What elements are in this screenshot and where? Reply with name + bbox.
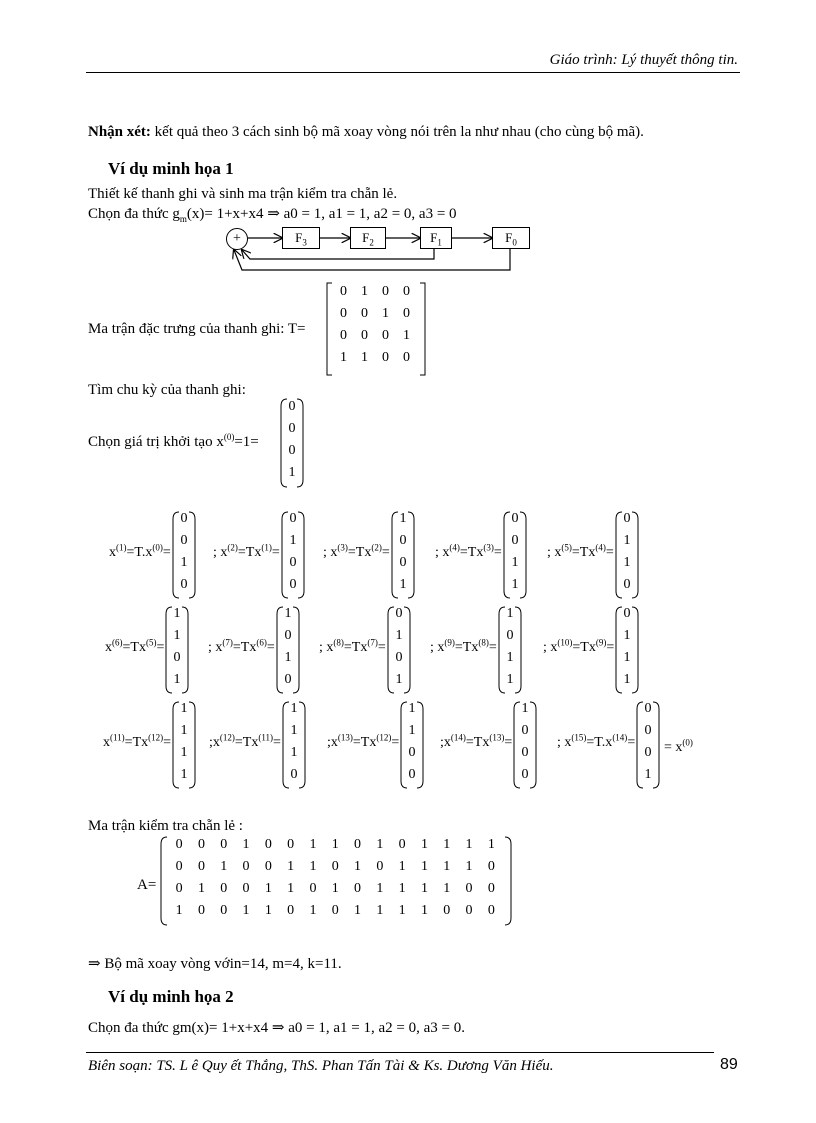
iteration-label bbox=[323, 542, 390, 561]
a-matrix-cell: 0 bbox=[264, 859, 272, 874]
iteration-label-part: (7) bbox=[367, 637, 378, 648]
init-b: =1= bbox=[234, 434, 259, 450]
iteration-label bbox=[557, 732, 636, 751]
iteration-label-part: ; x bbox=[323, 545, 338, 560]
t-matrix bbox=[326, 282, 426, 376]
iteration-label-part: =Tx bbox=[124, 735, 149, 750]
iteration-label-part: (15) bbox=[571, 732, 587, 743]
iteration-vector-cell: 1 bbox=[623, 650, 631, 665]
init-vector-cell: 1 bbox=[288, 465, 296, 480]
iteration-vector-cell: 1 bbox=[506, 672, 514, 687]
iteration-label-part: (8) bbox=[478, 637, 489, 648]
iteration-label-part: =Tx bbox=[343, 640, 368, 655]
iteration-label-part: ; x bbox=[543, 640, 558, 655]
iteration-vector bbox=[636, 701, 660, 789]
example2-heading: Ví dụ minh họa 2 bbox=[108, 987, 234, 1006]
iteration-label-part: (13) bbox=[337, 732, 353, 743]
iteration-label-part: (6) bbox=[256, 637, 267, 648]
iteration-label-part: (11) bbox=[258, 732, 274, 743]
a-matrix-cell: 1 bbox=[443, 837, 451, 852]
iteration-label-part: (12) bbox=[219, 732, 235, 743]
iteration-label-part: (4) bbox=[449, 542, 460, 553]
iteration-vector-cell: 1 bbox=[173, 672, 181, 687]
iteration-vector-cell: 0 bbox=[180, 577, 188, 592]
a-matrix-cell: 1 bbox=[487, 837, 495, 852]
a-matrix-cell: 0 bbox=[287, 837, 295, 852]
iteration-vector-cell: 1 bbox=[511, 555, 519, 570]
iteration-vector bbox=[513, 701, 537, 789]
iteration-label-part: =T.x bbox=[126, 545, 153, 560]
iteration-label bbox=[547, 542, 614, 561]
a-matrix-cell: 0 bbox=[465, 881, 473, 896]
t-matrix-cell: 1 bbox=[403, 328, 410, 343]
a-matrix-cell: 1 bbox=[220, 859, 228, 874]
tail-a: = x bbox=[664, 740, 683, 755]
iteration-label-part: ; x bbox=[547, 545, 562, 560]
example1-heading: Ví dụ minh họa 1 bbox=[108, 159, 234, 178]
iteration-vector-cell: 0 bbox=[521, 767, 529, 782]
a-matrix-cell: 0 bbox=[197, 859, 205, 874]
a-matrix-cell: 0 bbox=[175, 881, 183, 896]
iteration-vector-cell: 1 bbox=[290, 701, 298, 716]
a-matrix-cell: 1 bbox=[443, 859, 451, 874]
a-matrix-cell: 1 bbox=[331, 837, 339, 852]
a-matrix-cell: 1 bbox=[465, 837, 473, 852]
a-matrix-cell: 1 bbox=[309, 903, 317, 918]
iteration-label-part: =Tx bbox=[234, 735, 259, 750]
a-matrix-cell: 1 bbox=[331, 881, 339, 896]
t-matrix-cell: 0 bbox=[382, 284, 389, 299]
iteration-label-part: = bbox=[391, 735, 400, 750]
a-matrix-cell: 0 bbox=[354, 837, 362, 852]
a-matrix-cell: 1 bbox=[264, 881, 272, 896]
a-matrix-cell: 1 bbox=[398, 903, 406, 918]
t-matrix-cell: 1 bbox=[361, 350, 368, 365]
iteration-vector-cell: 1 bbox=[290, 745, 298, 760]
t-matrix-cell: 1 bbox=[340, 350, 347, 365]
example1-line2 bbox=[88, 204, 457, 223]
example1-line1: Thiết kế thanh ghi và sinh ma trận kiểm tra chẵn lẻ. bbox=[88, 186, 398, 202]
a-matrix-cell: 1 bbox=[420, 859, 428, 874]
iteration-label-part: =Tx bbox=[572, 640, 596, 655]
iteration-label-part: = bbox=[156, 640, 165, 655]
init-vector-cell: 0 bbox=[288, 399, 296, 414]
remark bbox=[88, 124, 644, 141]
iteration-label-part: ; x bbox=[430, 640, 445, 655]
left-bracket bbox=[327, 283, 332, 375]
iteration-label-part: (12) bbox=[376, 732, 392, 743]
iteration-vector bbox=[172, 511, 196, 599]
iteration-vector-cell: 1 bbox=[408, 701, 416, 716]
iteration-vector-cell: 1 bbox=[521, 701, 529, 716]
a-matrix-cell: 1 bbox=[443, 881, 451, 896]
iteration-label-part: (2) bbox=[371, 542, 382, 553]
a-matrix-cell: 1 bbox=[287, 881, 295, 896]
iteration-vector-cell: 0 bbox=[290, 767, 298, 782]
a-matrix-cell: 1 bbox=[197, 881, 205, 896]
t-matrix-cell: 0 bbox=[361, 328, 368, 343]
iteration-label-part: (2) bbox=[227, 542, 238, 553]
iteration-label-part: (6) bbox=[112, 637, 123, 648]
right-bracket bbox=[420, 283, 425, 375]
a-matrix-cell: 0 bbox=[443, 903, 451, 918]
iteration-vector-cell: 1 bbox=[408, 723, 416, 738]
iteration-vector-cell: 1 bbox=[180, 701, 188, 716]
iteration-vector-cell: 0 bbox=[180, 533, 188, 548]
iteration-label bbox=[435, 542, 502, 561]
iteration-label bbox=[319, 637, 386, 656]
cycle-line: Tìm chu kỳ của thanh ghi: bbox=[88, 382, 246, 398]
a-matrix-cell: 0 bbox=[197, 903, 205, 918]
iteration-vector-cell: 0 bbox=[511, 533, 519, 548]
iteration-label-part: x bbox=[105, 640, 112, 655]
iteration-vector-cell: 1 bbox=[506, 606, 514, 621]
register-f0 bbox=[492, 227, 530, 249]
a-matrix-cell: 1 bbox=[376, 881, 384, 896]
footer-authors: Biên soạn: TS. L ê Quy ết Thắng, ThS. Phan Tấn Tài & Ks. Dương Văn Hiếu. bbox=[88, 1058, 554, 1074]
iteration-vector-cell: 1 bbox=[173, 606, 181, 621]
a-matrix-cell: 0 bbox=[465, 903, 473, 918]
t-matrix-cell: 0 bbox=[403, 306, 410, 321]
iteration-vector-cell: 1 bbox=[284, 606, 292, 621]
iteration-label bbox=[109, 542, 171, 561]
iteration-vector-cell: 0 bbox=[408, 745, 416, 760]
iteration-label-part: (7) bbox=[222, 637, 233, 648]
left-paren bbox=[161, 837, 167, 925]
a-matrix-cell: 1 bbox=[287, 859, 295, 874]
iteration-label-part: =Tx bbox=[454, 640, 479, 655]
iteration-label bbox=[440, 732, 513, 751]
iteration-label bbox=[209, 732, 281, 751]
iteration-vector-cell: 0 bbox=[284, 672, 292, 687]
iteration-vector-cell: 0 bbox=[399, 555, 407, 570]
t-matrix-cell: 0 bbox=[340, 328, 347, 343]
a-matrix-cell: 0 bbox=[487, 859, 495, 874]
iteration-vector-cell: 0 bbox=[644, 701, 652, 716]
iteration-label-part: = bbox=[488, 640, 497, 655]
iteration-vector bbox=[615, 606, 639, 694]
iteration-label-part: (5) bbox=[145, 637, 157, 648]
a-matrix-cell: 1 bbox=[398, 881, 406, 896]
iteration-label-part: (5) bbox=[561, 542, 572, 553]
line2-b: (x)= 1+x+x4 ⇒ a0 = 1, a1 = 1, a2 = 0, a3 = 0 bbox=[186, 206, 457, 222]
remark-text: kết quả theo 3 cách sinh bộ mã xoay vòng nói trên la như nhau (cho cùng bộ mã). bbox=[150, 124, 644, 140]
iteration-label-part: =Tx bbox=[465, 735, 490, 750]
iteration-label-part: = bbox=[627, 735, 636, 750]
iteration-vector-cell: 0 bbox=[644, 745, 652, 760]
iteration-vector-cell: 0 bbox=[284, 628, 292, 643]
iteration-label-part: =Tx bbox=[459, 545, 484, 560]
f1-label: $F_1$ bbox=[430, 230, 442, 248]
iteration-vector bbox=[282, 701, 306, 789]
example2-line1: Chọn đa thức gm(x)= 1+x+x4 ⇒ a0 = 1, a1 = 1, a2 = 0, a3 = 0. bbox=[88, 1020, 465, 1036]
register-f3 bbox=[282, 227, 320, 249]
iteration-label-part: x bbox=[103, 735, 110, 750]
iteration-vector-cell: 1 bbox=[290, 723, 298, 738]
iteration-label-part: (14) bbox=[450, 732, 466, 743]
iteration-vector-cell: 0 bbox=[173, 650, 181, 665]
remark-label: Nhận xét: bbox=[88, 124, 151, 140]
iteration-label-part: = bbox=[266, 640, 275, 655]
iteration-vector-cell: 0 bbox=[521, 745, 529, 760]
iteration-vector-cell: 1 bbox=[506, 650, 514, 665]
iteration-vector bbox=[503, 511, 527, 599]
iteration-label-part: (3) bbox=[483, 542, 494, 553]
iteration-label-part: ;x bbox=[327, 735, 338, 750]
iteration-label-part: ;x bbox=[209, 735, 220, 750]
iteration-label bbox=[208, 637, 275, 656]
a-matrix-cell: 0 bbox=[487, 881, 495, 896]
iteration-label-part: =Tx bbox=[232, 640, 257, 655]
a-matrix-cell: 0 bbox=[376, 859, 384, 874]
a-matrix-cell: 0 bbox=[331, 859, 339, 874]
iteration-label-part: =Tx bbox=[352, 735, 377, 750]
iteration-vector-cell: 0 bbox=[623, 511, 631, 526]
iteration-label bbox=[543, 637, 615, 656]
init-vector-cell: 0 bbox=[288, 443, 296, 458]
a-matrix-cell: 0 bbox=[220, 837, 228, 852]
iteration-vector bbox=[281, 511, 305, 599]
a-matrix-cell: 1 bbox=[420, 837, 428, 852]
f2-label: $F_2$ bbox=[362, 230, 374, 248]
iteration-vector-cell: 0 bbox=[289, 555, 297, 570]
right-paren bbox=[505, 837, 511, 925]
iteration-label-part: (12) bbox=[148, 732, 164, 743]
iteration-label-part: = bbox=[271, 545, 280, 560]
iteration-vector bbox=[400, 701, 424, 789]
iteration-label-part: ; x bbox=[435, 545, 450, 560]
iteration-label-part: = bbox=[273, 735, 281, 750]
a-matrix-cell: 1 bbox=[309, 837, 317, 852]
iteration-vector bbox=[387, 606, 411, 694]
a-matrix-cell: 1 bbox=[376, 903, 384, 918]
adder-icon: + bbox=[226, 228, 248, 250]
a-matrix-label: A= bbox=[137, 877, 157, 893]
iteration-vector-cell: 1 bbox=[289, 533, 297, 548]
a-matrix-cell: 1 bbox=[242, 837, 250, 852]
iteration-label-part: x bbox=[109, 545, 116, 560]
t-matrix-cell: 0 bbox=[403, 284, 410, 299]
t-matrix-cell: 1 bbox=[361, 284, 368, 299]
iteration-vector-cell: 0 bbox=[395, 650, 403, 665]
iteration-label-part: (9) bbox=[444, 637, 455, 648]
init-vector bbox=[280, 398, 304, 488]
t-matrix-cell: 0 bbox=[340, 306, 347, 321]
register-f1 bbox=[420, 227, 452, 249]
a-matrix-cell: 0 bbox=[175, 837, 183, 852]
iteration-vector bbox=[165, 606, 189, 694]
footer-rule bbox=[86, 1052, 714, 1053]
iteration-label-part: = bbox=[504, 735, 513, 750]
iteration-label bbox=[327, 732, 400, 751]
iteration-label-part: ; x bbox=[557, 735, 572, 750]
iteration-vector-cell: 1 bbox=[623, 628, 631, 643]
iteration-vector-cell: 0 bbox=[506, 628, 514, 643]
a-matrix-cell: 1 bbox=[175, 903, 183, 918]
iteration-vector-cell: 1 bbox=[644, 767, 652, 782]
a-matrix-cell: 0 bbox=[175, 859, 183, 874]
iteration-vector-cell: 1 bbox=[180, 555, 188, 570]
a-matrix-cell: 0 bbox=[398, 837, 406, 852]
a-matrix-cell: 1 bbox=[264, 903, 272, 918]
iteration-vector-cell: 0 bbox=[511, 511, 519, 526]
iteration-label-part: = bbox=[381, 545, 390, 560]
a-matrix-cell: 0 bbox=[197, 837, 205, 852]
iteration-vector-cell: 0 bbox=[289, 511, 297, 526]
iteration-label bbox=[103, 732, 172, 751]
line2-sub: m bbox=[179, 214, 187, 224]
iteration-vector bbox=[498, 606, 522, 694]
init-a: Chọn giá trị khởi tạo x bbox=[88, 434, 224, 450]
a-matrix-cell: 0 bbox=[242, 859, 250, 874]
a-matrix-cell: 1 bbox=[420, 903, 428, 918]
a-matrix-cell: 0 bbox=[354, 881, 362, 896]
iteration-label bbox=[213, 542, 280, 561]
iteration-label-part: =T.x bbox=[586, 735, 613, 750]
t-matrix-cell: 0 bbox=[382, 350, 389, 365]
iteration-label-part: = bbox=[493, 545, 502, 560]
iteration-label-part: = bbox=[162, 545, 171, 560]
iteration-vector-cell: 0 bbox=[289, 577, 297, 592]
iteration-label-part: ; x bbox=[319, 640, 334, 655]
f3-label: $F_3$ bbox=[295, 230, 307, 248]
iteration-vector-cell: 0 bbox=[399, 533, 407, 548]
register-f2 bbox=[350, 227, 386, 249]
iteration-label-part: (1) bbox=[261, 542, 272, 553]
a-matrix-cell: 0 bbox=[220, 881, 228, 896]
iteration-vector-cell: 1 bbox=[180, 723, 188, 738]
a-matrix-cell: 0 bbox=[242, 881, 250, 896]
iteration-vector-cell: 0 bbox=[408, 767, 416, 782]
iteration-vector bbox=[391, 511, 415, 599]
page-number: 89 bbox=[720, 1056, 738, 1073]
a-matrix-cell: 0 bbox=[287, 903, 295, 918]
iteration-label-part: ; x bbox=[208, 640, 223, 655]
iteration-vector bbox=[615, 511, 639, 599]
iteration-vector bbox=[172, 701, 196, 789]
iteration-label-part: =Tx bbox=[122, 640, 146, 655]
iteration-vector-cell: 1 bbox=[180, 745, 188, 760]
iteration-vector bbox=[276, 606, 300, 694]
t-matrix-cell: 1 bbox=[382, 306, 389, 321]
line2-a: Chọn đa thức g bbox=[88, 206, 180, 222]
iteration-label bbox=[105, 637, 165, 656]
tail-sup: (0) bbox=[682, 737, 693, 748]
iteration-label-part: (11) bbox=[110, 732, 125, 743]
iteration-label-part: (14) bbox=[612, 732, 628, 743]
iteration-vector-cell: 1 bbox=[395, 672, 403, 687]
iteration-label-part: ;x bbox=[440, 735, 451, 750]
iteration-label-part: = bbox=[606, 640, 615, 655]
iteration-vector-cell: 1 bbox=[399, 577, 407, 592]
f0-label: $F_0$ bbox=[505, 230, 517, 248]
iteration-label-part: = bbox=[163, 735, 172, 750]
a-matrix-cell: 1 bbox=[354, 859, 362, 874]
iteration-vector-cell: 1 bbox=[284, 650, 292, 665]
a-matrix-cell: 1 bbox=[376, 837, 384, 852]
iteration-vector-cell: 1 bbox=[173, 628, 181, 643]
init-vector-cell: 0 bbox=[288, 421, 296, 436]
running-header: Giáo trình: Lý thuyết thông tin. bbox=[549, 52, 738, 68]
a-matrix-cell: 0 bbox=[487, 903, 495, 918]
t-matrix-cell: 0 bbox=[340, 284, 347, 299]
iteration-vector-cell: 0 bbox=[180, 511, 188, 526]
a-matrix-cell: 1 bbox=[309, 859, 317, 874]
iteration-vector-cell: 1 bbox=[395, 628, 403, 643]
a-matrix-cell: 1 bbox=[398, 859, 406, 874]
a-matrix-cell: 1 bbox=[242, 903, 250, 918]
a-matrix-cell: 0 bbox=[264, 837, 272, 852]
iteration-label-part: ; x bbox=[213, 545, 228, 560]
iteration-label-part: (0) bbox=[152, 542, 163, 553]
iteration-vector-cell: 1 bbox=[623, 555, 631, 570]
a-matrix-cell: 0 bbox=[309, 881, 317, 896]
iteration-label-part: = bbox=[605, 545, 614, 560]
t-matrix-cell: 0 bbox=[403, 350, 410, 365]
iteration-vector-cell: 0 bbox=[521, 723, 529, 738]
a-matrix-title: Ma trận kiểm tra chẵn lẻ : bbox=[88, 818, 243, 834]
init-line bbox=[88, 434, 259, 451]
iteration-vector-cell: 0 bbox=[623, 577, 631, 592]
result-line: ⇒ Bộ mã xoay vòng vớin=14, m=4, k=11. bbox=[88, 956, 342, 972]
init-sup: (0) bbox=[223, 432, 235, 442]
a-matrix-cell: 0 bbox=[331, 903, 339, 918]
iteration-vector-cell: 1 bbox=[623, 672, 631, 687]
header-rule bbox=[86, 72, 740, 73]
iteration-vector-cell: 0 bbox=[644, 723, 652, 738]
iteration-label-part: (1) bbox=[116, 542, 127, 553]
iteration-vector-cell: 0 bbox=[395, 606, 403, 621]
iteration-vector-cell: 1 bbox=[623, 533, 631, 548]
iteration-label-part: (3) bbox=[337, 542, 348, 553]
a-matrix-cell: 1 bbox=[420, 881, 428, 896]
parity-check-matrix bbox=[160, 836, 512, 926]
iteration-label-part: (8) bbox=[333, 637, 344, 648]
iteration-label-part: =Tx bbox=[571, 545, 596, 560]
iteration-label-part: (10) bbox=[557, 637, 573, 648]
iteration-label-part: =Tx bbox=[237, 545, 262, 560]
a-matrix-cell: 1 bbox=[465, 859, 473, 874]
iteration-vector-cell: 1 bbox=[180, 767, 188, 782]
iteration-label-part: (9) bbox=[595, 637, 607, 648]
cycle-tail bbox=[664, 737, 693, 756]
iteration-label-part: (13) bbox=[489, 732, 505, 743]
t-matrix-cell: 0 bbox=[361, 306, 368, 321]
iteration-label-part: = bbox=[377, 640, 386, 655]
iteration-vector-cell: 1 bbox=[399, 511, 407, 526]
iteration-label bbox=[430, 637, 497, 656]
a-matrix-cell: 1 bbox=[354, 903, 362, 918]
t-matrix-label: Ma trận đặc trưng của thanh ghi: T= bbox=[88, 321, 306, 337]
a-matrix-cell: 0 bbox=[220, 903, 228, 918]
t-matrix-cell: 0 bbox=[382, 328, 389, 343]
feedback-f1 bbox=[242, 249, 434, 259]
iteration-label-part: =Tx bbox=[347, 545, 372, 560]
iteration-vector-cell: 1 bbox=[511, 577, 519, 592]
iteration-label-part: (4) bbox=[595, 542, 606, 553]
iteration-vector-cell: 0 bbox=[623, 606, 631, 621]
